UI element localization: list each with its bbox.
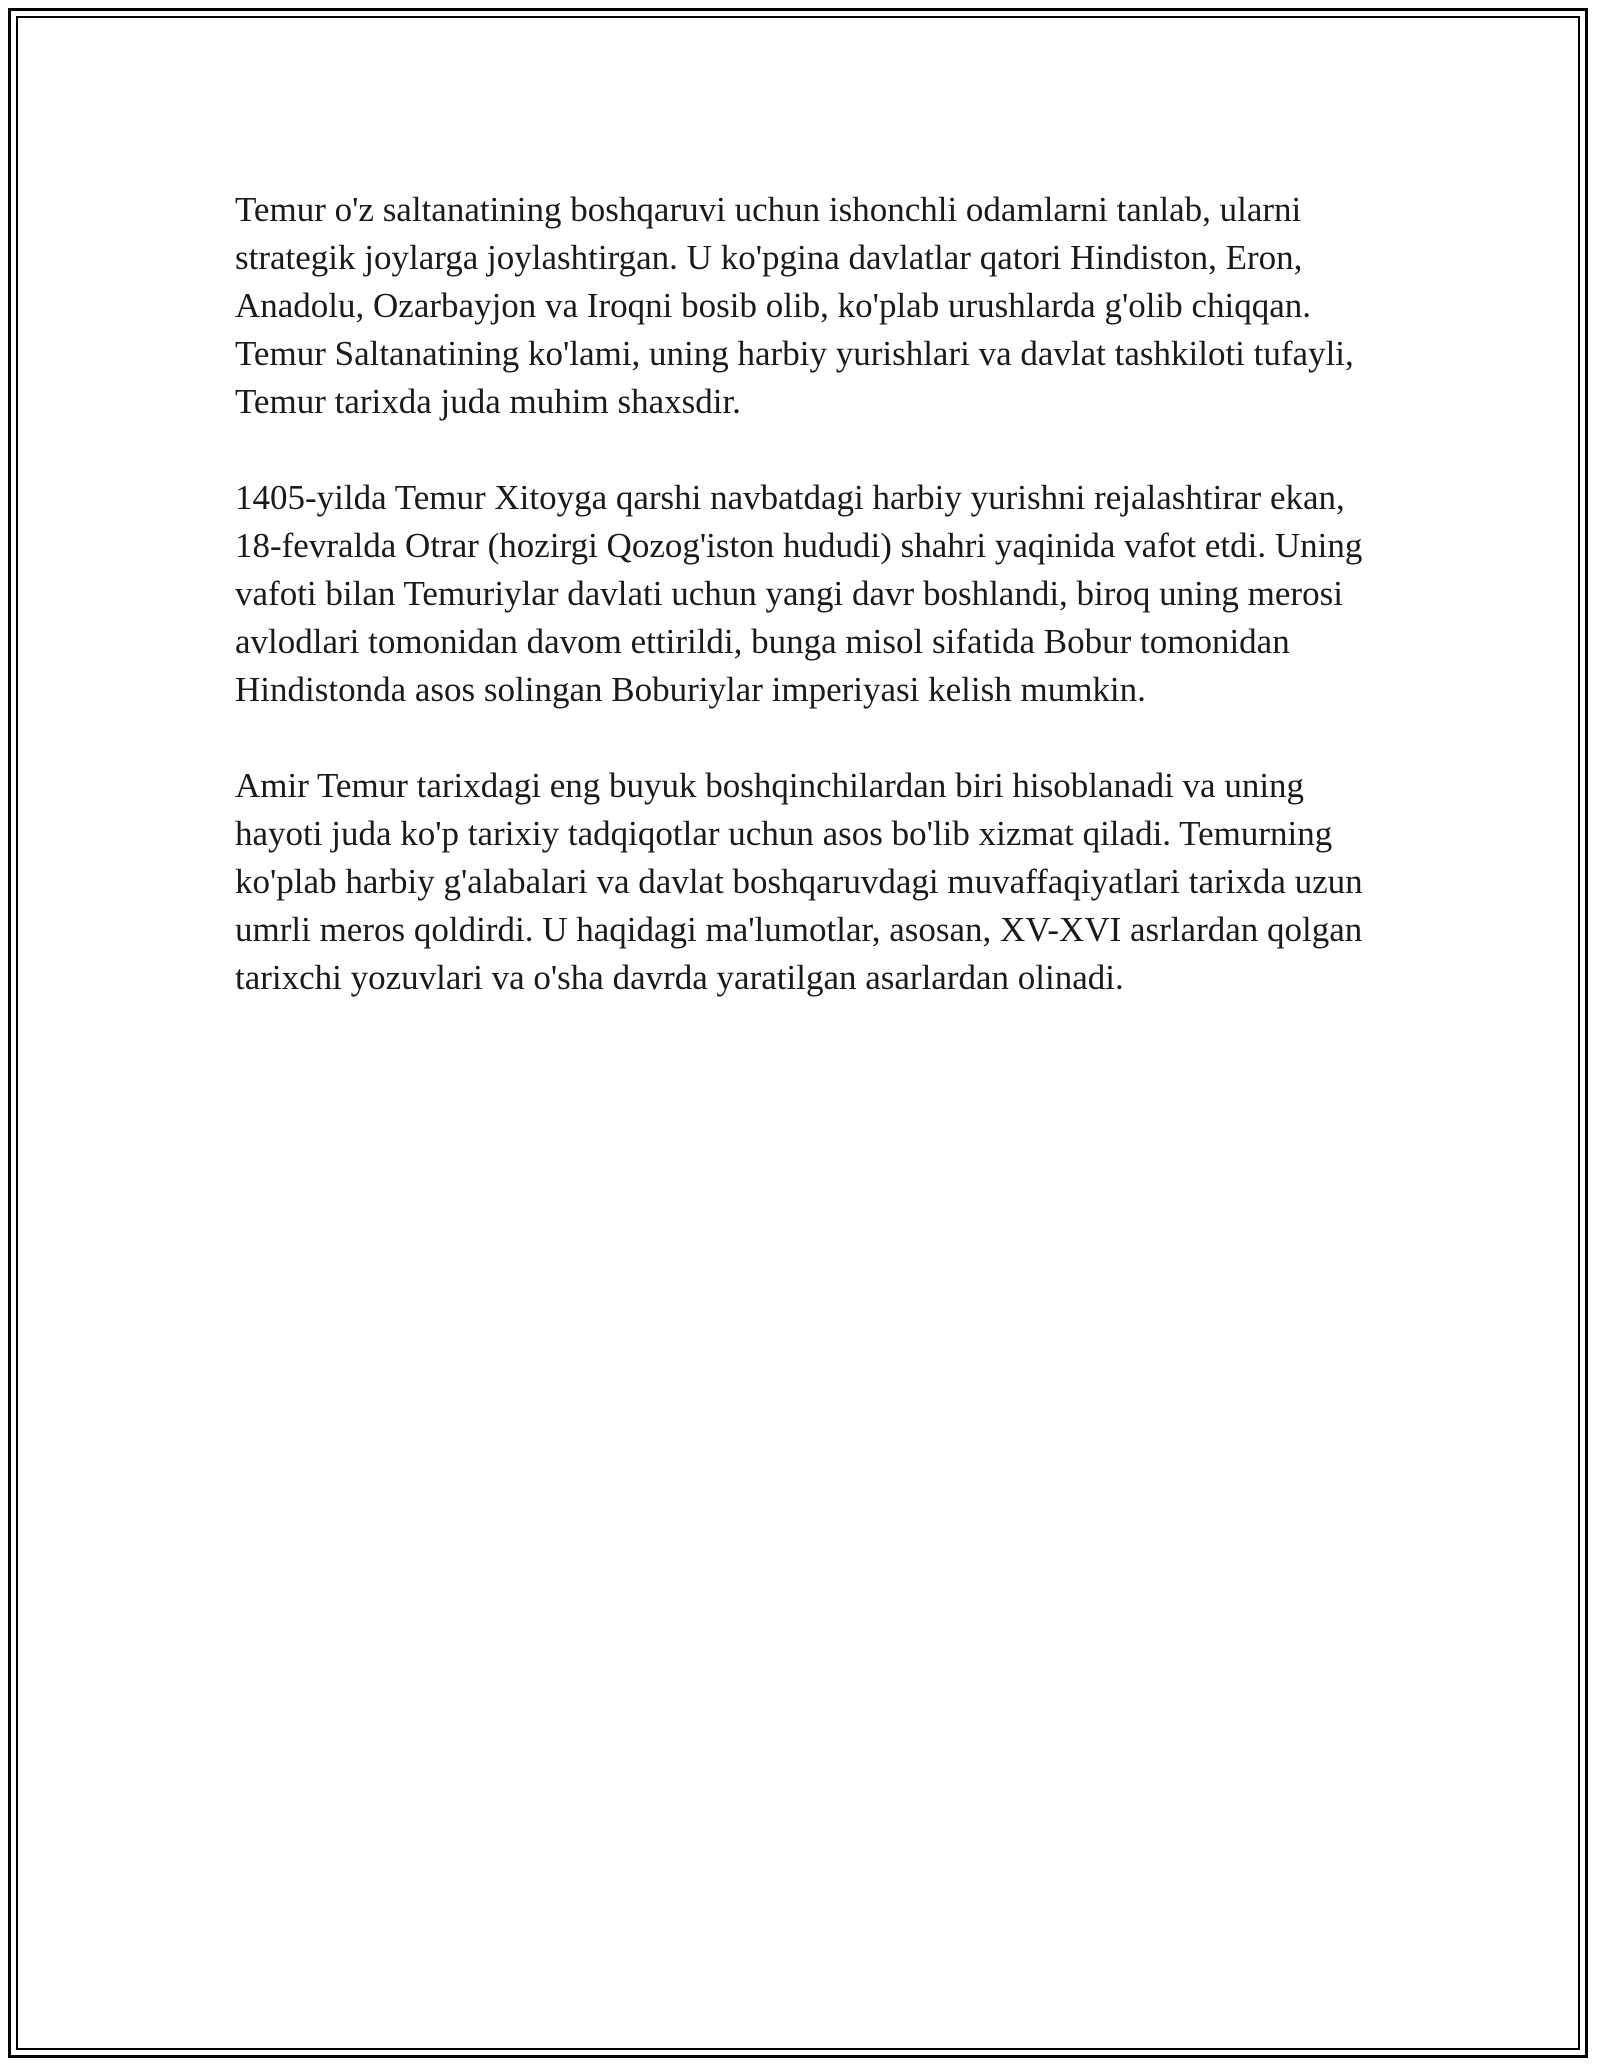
- document-body: [235, 186, 1375, 1050]
- paragraph-3: Amir Temur tarixdagi eng buyuk boshqinchilardan biri hisoblanadi va uning hayoti juda ko'p tarixiy tadqiqotlar uchun asos bo'lib xizmat qiladi. Temurning ko'plab harbiy g'alabalari va davlat boshqaruvdagi muvaffaqiyatlari tarixda uzun umrli meros qoldirdi. U haqidagi ma'lumotlar, asosan, XV-XVI asrlardan qolgan tarixchi yozuvlari va o'sha davrda yaratilgan asarlardan olinadi.: [235, 766, 1363, 997]
- paragraph-2: 1405-yilda Temur Xitoyga qarshi navbatdagi harbiy yurishni rejalashtirar ekan, 18-fevralda Otrar (hozirgi Qozog'iston hududi) shahri yaqinida vafot etdi. Uning vafoti bilan Temuriylar davlati uchun yangi davr boshlandi, biroq uning merosi avlodlari tomonidan davom ettirildi, bunga misol sifatida Bobur tomonidan Hindistonda asos solingan Boburiylar imperiyasi kelish mumkin.: [235, 478, 1363, 709]
- paragraph-1: Temur o'z saltanatining boshqaruvi uchun ishonchli odamlarni tanlab, ularni strategik joylarga joylashtirgan. U ko'pgina davlatlar qatori Hindiston, Eron, Anadolu, Ozarbayjon va Iroqni bosib olib, ko'plab urushlarda g'olib chiqqan. Temur Saltanatining ko'lami, uning harbiy yurishlari va davlat tashkiloti tufayli, Temur tarixda juda muhim shaxsdir.: [235, 190, 1354, 421]
